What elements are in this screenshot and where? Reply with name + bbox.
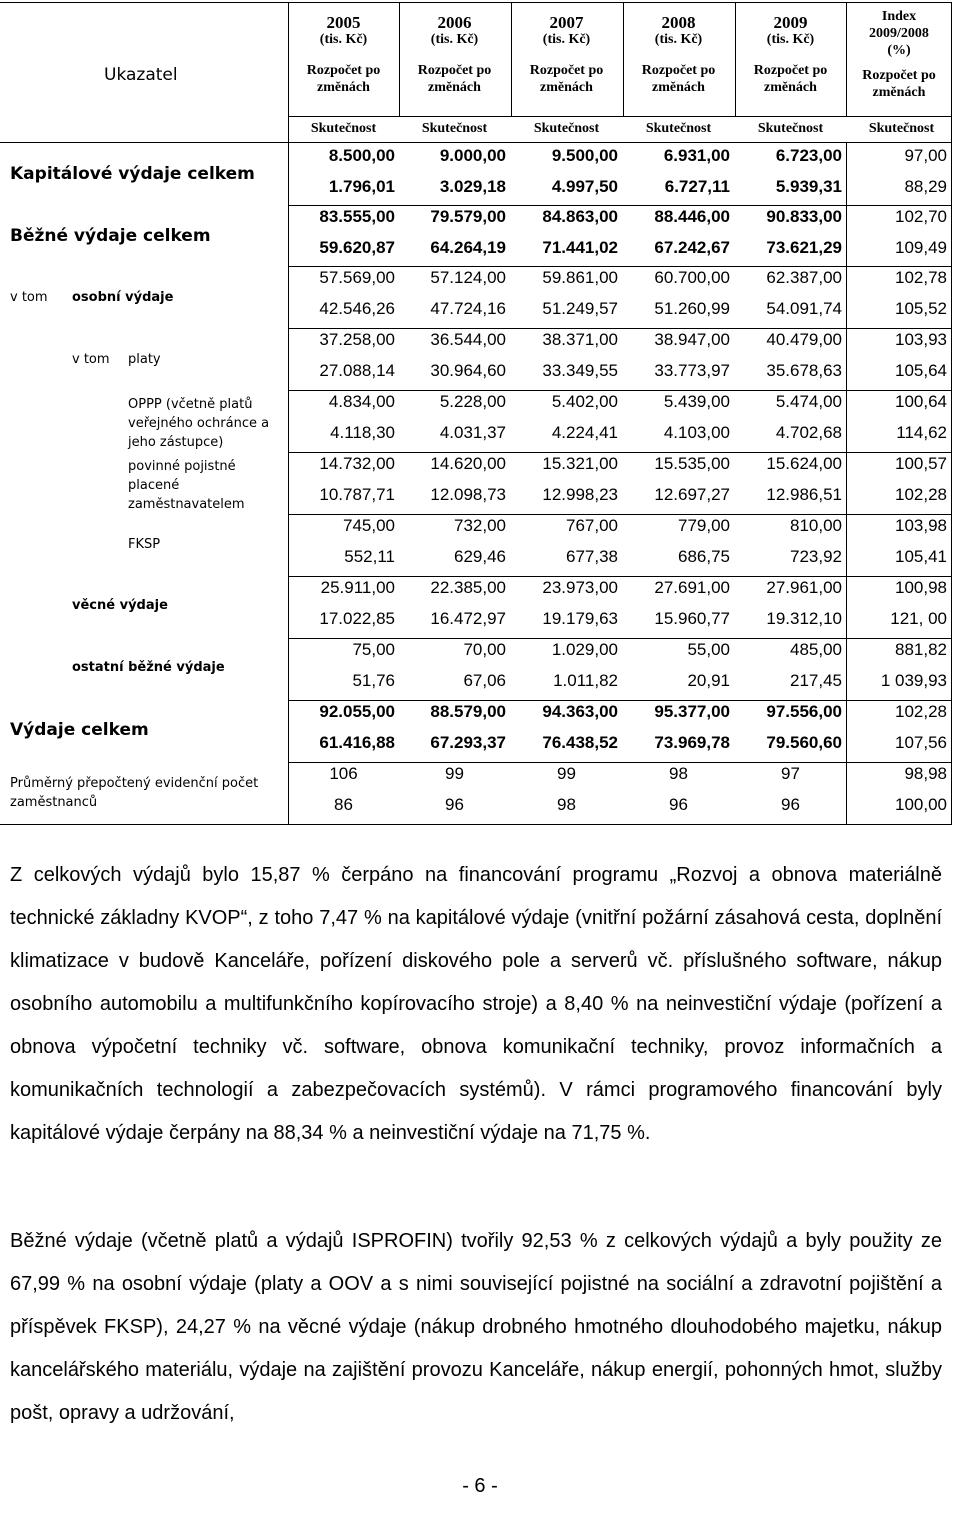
header-year: 2006	[437, 13, 472, 32]
header-bottom-border	[0, 142, 952, 143]
header-budget: Rozpočet po změnách	[753, 63, 828, 95]
paragraph-current-expenditure: Běžné výdaje (včetně platů a výdajů ISPROFIN) tvořily 92,53 % z celkových výdajů a byly použity ze 67,99 % na osobní výdaje (platy a OOV a s nimi související pojistné na sociální a zdravotní pojištění a příspěvek FKSP), 24,27 % na věcné výdaje (nákup drobného hmotného dlouhodobého majetku, nákup kancelářského materiálu, výdaje na zajištění provozu Kanceláře, nákup energií, pohonných hmot, služby pošt, opravy a udržování,	[10, 1230, 942, 1424]
header-actual-0: Skutečnost	[310, 121, 377, 136]
value-budget-cell: 62.387,00	[766, 268, 842, 287]
header-ukazatel: Ukazatel	[104, 65, 178, 85]
value-actual-cell: 67.293,37	[430, 733, 506, 752]
header-index-line2: 2009/2008	[869, 26, 929, 41]
value-actual-cell: 88,29	[904, 177, 947, 196]
value-actual-cell: 114,62	[896, 423, 947, 442]
value-budget-cell: 881,82	[895, 640, 947, 659]
value-actual-cell: 105,64	[895, 361, 947, 380]
value-budget-cell: 79.579,00	[430, 207, 506, 226]
row-label-3: platy	[128, 352, 161, 367]
value-actual-cell: 107,56	[895, 733, 947, 752]
value-actual-cell: 12.697,27	[654, 485, 730, 504]
value-budget-cell: 106	[329, 764, 358, 783]
value-budget-cell: 5.474,00	[775, 392, 842, 411]
row-separator	[288, 700, 952, 701]
value-actual-cell: 17.022,85	[319, 609, 395, 628]
value-actual-cell: 67.242,67	[654, 238, 730, 257]
value-actual-cell: 4.118,30	[330, 423, 395, 442]
value-budget-cell: 57.124,00	[430, 268, 506, 287]
value-budget-cell: 779,00	[678, 516, 730, 535]
header-year-0	[288, 14, 399, 96]
value-actual-cell: 35.678,63	[766, 361, 842, 380]
value-budget-cell: 88.579,00	[430, 702, 506, 721]
value-actual-cell: 552,11	[344, 547, 395, 566]
row-label-4: OPPP (včetně platů veřejného ochránce a jeho zástupce)	[128, 397, 270, 450]
row-label-10: Průměrný přepočtený evidenční počet zaměstnanců	[10, 776, 259, 810]
value-actual-cell: 27.088,14	[319, 361, 395, 380]
value-actual-cell: 54.091,74	[766, 299, 842, 318]
value-actual-cell: 51.260,99	[654, 299, 730, 318]
value-actual-cell: 16.472,97	[430, 609, 506, 628]
value-actual-cell: 73.969,78	[654, 733, 730, 752]
value-budget-cell: 9.500,00	[551, 146, 618, 165]
value-actual-cell: 12.986,51	[766, 485, 842, 504]
value-actual-cell: 686,75	[678, 547, 730, 566]
value-budget-cell: 70,00	[463, 640, 506, 659]
value-actual-cell: 5.939,31	[775, 177, 842, 196]
header-year-4	[735, 14, 846, 96]
value-actual-cell: 33.773,97	[654, 361, 730, 380]
row-separator	[288, 576, 952, 577]
value-actual-cell: 64.264,19	[430, 238, 506, 257]
value-budget-cell: 84.863,00	[542, 207, 618, 226]
value-actual-cell: 629,46	[454, 547, 506, 566]
row-separator	[288, 266, 952, 267]
row-separator	[288, 328, 952, 329]
value-budget-cell: 97.556,00	[766, 702, 842, 721]
value-budget-cell: 90.833,00	[766, 207, 842, 226]
value-actual-cell: 3.029,18	[439, 177, 506, 196]
value-budget-cell: 14.732,00	[319, 454, 395, 473]
header-actual-3: Skutečnost	[645, 121, 712, 136]
value-actual-cell: 105,41	[895, 547, 947, 566]
value-actual-cell: 98	[557, 795, 576, 814]
header-budget: Rozpočet po změnách	[641, 63, 716, 95]
row-label-1: Běžné výdaje celkem	[10, 226, 211, 246]
page-number: - 6 -	[462, 1475, 498, 1497]
table-bottom-border	[0, 824, 952, 825]
header-unit: (tis. Kč)	[430, 32, 479, 47]
value-budget-cell: 810,00	[790, 516, 842, 535]
value-budget-cell: 14.620,00	[430, 454, 506, 473]
header-budget: Rozpočet po změnách	[529, 63, 604, 95]
value-actual-cell: 71.441,02	[542, 238, 618, 257]
value-actual-cell: 79.560,60	[766, 733, 842, 752]
value-actual-cell: 105,52	[895, 299, 947, 318]
header-divider	[288, 116, 952, 117]
value-budget-cell: 88.446,00	[654, 207, 730, 226]
value-actual-cell: 1.011,82	[553, 671, 618, 690]
value-budget-cell: 745,00	[343, 516, 395, 535]
header-actual-1: Skutečnost	[421, 121, 488, 136]
value-budget-cell: 38.947,00	[654, 330, 730, 349]
value-actual-cell: 109,49	[895, 238, 947, 257]
header-unit: (tis. Kč)	[319, 32, 368, 47]
value-budget-cell: 5.228,00	[439, 392, 506, 411]
value-actual-cell: 86	[334, 795, 353, 814]
row-prefix-v-tom: v tom	[72, 352, 110, 367]
value-actual-cell: 47.724,16	[430, 299, 506, 318]
value-budget-cell: 15.535,00	[654, 454, 730, 473]
value-budget-cell: 100,98	[895, 578, 947, 597]
value-budget-cell: 36.544,00	[430, 330, 506, 349]
value-budget-cell: 767,00	[566, 516, 618, 535]
value-actual-cell: 1.796,01	[328, 177, 395, 196]
table-top-border	[0, 2, 952, 3]
header-year: 2007	[549, 13, 584, 32]
value-actual-cell: 33.349,55	[542, 361, 618, 380]
value-actual-cell: 96	[445, 795, 464, 814]
value-budget-cell: 57.569,00	[319, 268, 395, 287]
value-budget-cell: 75,00	[352, 640, 395, 659]
header-actual-5: Skutečnost	[868, 121, 935, 136]
header-year-1	[399, 14, 510, 96]
value-budget-cell: 100,57	[895, 454, 947, 473]
value-budget-cell: 27.691,00	[654, 578, 730, 597]
value-budget-cell: 103,98	[895, 516, 947, 535]
value-actual-cell: 96	[781, 795, 800, 814]
row-prefix-v-tom: v tom	[10, 290, 48, 305]
value-budget-cell: 102,28	[895, 702, 947, 721]
value-budget-cell: 6.931,00	[663, 146, 730, 165]
value-actual-cell: 76.438,52	[542, 733, 618, 752]
value-actual-cell: 20,91	[687, 671, 730, 690]
value-actual-cell: 12.998,23	[542, 485, 618, 504]
header-actual-4: Skutečnost	[757, 121, 824, 136]
row-label-6: FKSP	[128, 537, 161, 552]
header-index-line3: (%)	[887, 43, 911, 58]
value-actual-cell: 100,00	[895, 795, 947, 814]
header-budget: Rozpočet po změnách	[417, 63, 492, 95]
value-budget-cell: 100,64	[895, 392, 947, 411]
header-year-3	[623, 14, 734, 96]
header-index-line1: Index	[881, 9, 917, 24]
row-label-2: osobní výdaje	[72, 290, 174, 305]
header-index	[846, 8, 952, 101]
row-label-9: Výdaje celkem	[10, 720, 149, 740]
value-actual-cell: 19.312,10	[766, 609, 842, 628]
value-actual-cell: 4.031,37	[439, 423, 506, 442]
value-actual-cell: 59.620,87	[319, 238, 395, 257]
row-label-0: Kapitálové výdaje celkem	[10, 164, 255, 184]
header-year: 2009	[773, 13, 808, 32]
value-actual-cell: 723,92	[790, 547, 842, 566]
value-actual-cell: 19.179,63	[542, 609, 618, 628]
value-budget-cell: 485,00	[790, 640, 842, 659]
header-unit: (tis. Kč)	[654, 32, 703, 47]
value-budget-cell: 55,00	[687, 640, 730, 659]
value-budget-cell: 27.961,00	[766, 578, 842, 597]
value-budget-cell: 22.385,00	[430, 578, 506, 597]
value-budget-cell: 23.973,00	[542, 578, 618, 597]
row-separator	[288, 514, 952, 515]
value-actual-cell: 51,76	[352, 671, 395, 690]
value-budget-cell: 9.000,00	[439, 146, 506, 165]
value-actual-cell: 10.787,71	[319, 485, 395, 504]
value-actual-cell: 30.964,60	[430, 361, 506, 380]
row-separator	[288, 390, 952, 391]
value-actual-cell: 677,38	[566, 547, 618, 566]
value-actual-cell: 102,28	[895, 485, 947, 504]
row-separator	[288, 762, 952, 763]
value-budget-cell: 60.700,00	[654, 268, 730, 287]
header-year: 2008	[661, 13, 696, 32]
value-actual-cell: 4.702,68	[775, 423, 842, 442]
value-actual-cell: 67,06	[463, 671, 506, 690]
header-actual-2: Skutečnost	[533, 121, 600, 136]
paragraph-program-financing: Z celkových výdajů bylo 15,87 % čerpáno na financování programu „Rozvoj a obnova materiálně technické základny KVOP“, z toho 7,47 % na kapitálové výdaje (vnitřní požární zásahová cesta, doplnění klimatizace v budově Kanceláře, pořízení diskového pole a serverů vč. příslušného software, nákup osobního automobilu a multifunkčního kopírovacího stroje) a 8,40 % na neinvestiční výdaje (pořízení a obnova výpočetní techniky vč. software, obnova komunikační techniky, provoz informačních a komunikačních technologií a zabezpečovacích systémů). V rámci programového financování byly kapitálové výdaje čerpány na 88,34 % a neinvestiční výdaje na 71,75 %.	[10, 864, 942, 1144]
header-budget: Rozpočet po změnách	[862, 68, 936, 100]
row-separator	[288, 638, 952, 639]
value-budget-cell: 98,98	[904, 764, 947, 783]
row-label-5: povinné pojistné placené zaměstnavatelem	[128, 459, 245, 512]
value-actual-cell: 4.997,50	[551, 177, 618, 196]
row-separator	[288, 452, 952, 453]
value-budget-cell: 6.723,00	[775, 146, 842, 165]
value-actual-cell: 4.103,00	[663, 423, 730, 442]
value-budget-cell: 83.555,00	[319, 207, 395, 226]
value-budget-cell: 40.479,00	[766, 330, 842, 349]
value-actual-cell: 4.224,41	[551, 423, 618, 442]
row-separator	[288, 205, 952, 206]
value-actual-cell: 15.960,77	[654, 609, 730, 628]
value-budget-cell: 25.911,00	[320, 578, 395, 597]
value-budget-cell: 1.029,00	[551, 640, 618, 659]
value-budget-cell: 5.439,00	[663, 392, 730, 411]
value-budget-cell: 37.258,00	[319, 330, 395, 349]
value-actual-cell: 61.416,88	[319, 733, 395, 752]
header-unit: (tis. Kč)	[766, 32, 815, 47]
value-budget-cell: 732,00	[454, 516, 506, 535]
value-budget-cell: 59.861,00	[542, 268, 618, 287]
value-actual-cell: 6.727,11	[664, 177, 730, 196]
value-budget-cell: 99	[445, 764, 464, 783]
header-year: 2005	[326, 13, 361, 32]
value-budget-cell: 103,93	[895, 330, 947, 349]
value-actual-cell: 42.546,26	[319, 299, 395, 318]
value-budget-cell: 102,78	[895, 268, 947, 287]
value-actual-cell: 217,45	[790, 671, 842, 690]
value-actual-cell: 73.621,29	[766, 238, 842, 257]
row-label-7: věcné výdaje	[72, 598, 168, 613]
value-budget-cell: 99	[557, 764, 576, 783]
value-budget-cell: 15.321,00	[542, 454, 618, 473]
value-budget-cell: 5.402,00	[551, 392, 618, 411]
value-budget-cell: 97,00	[904, 146, 947, 165]
row-label-8: ostatní běžné výdaje	[72, 660, 225, 675]
value-budget-cell: 102,70	[895, 207, 947, 226]
value-actual-cell: 51.249,57	[542, 299, 618, 318]
value-actual-cell: 96	[669, 795, 688, 814]
value-budget-cell: 4.834,00	[328, 392, 395, 411]
value-actual-cell: 121, 00	[890, 609, 947, 628]
value-budget-cell: 98	[669, 764, 688, 783]
value-actual-cell: 1 039,93	[880, 671, 947, 690]
value-actual-cell: 12.098,73	[430, 485, 506, 504]
value-budget-cell: 15.624,00	[766, 454, 842, 473]
header-budget: Rozpočet po změnách	[306, 63, 381, 95]
value-budget-cell: 92.055,00	[319, 702, 395, 721]
header-year-2	[511, 14, 622, 96]
value-budget-cell: 95.377,00	[654, 702, 730, 721]
header-unit: (tis. Kč)	[542, 32, 591, 47]
value-budget-cell: 97	[781, 764, 800, 783]
value-budget-cell: 38.371,00	[542, 330, 618, 349]
value-budget-cell: 94.363,00	[542, 702, 618, 721]
value-budget-cell: 8.500,00	[328, 146, 395, 165]
